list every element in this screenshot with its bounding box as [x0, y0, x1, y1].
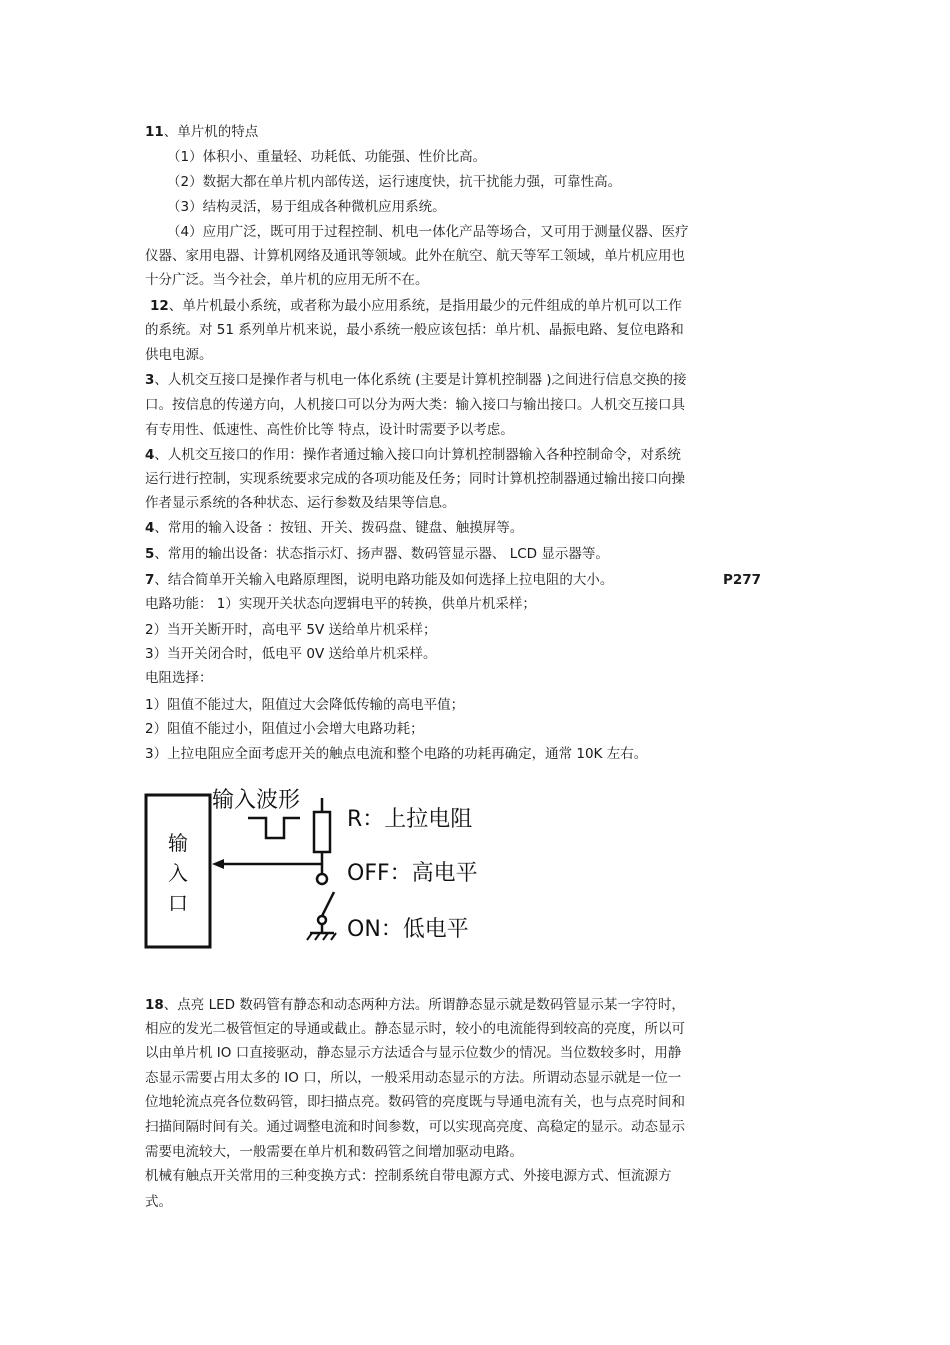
item-number: 11 — [145, 124, 164, 140]
item-number: 7 — [145, 572, 155, 588]
item-number: 12 — [150, 298, 169, 314]
line-text: 、单片机的特点 — [163, 124, 259, 140]
waveform-label: 输入波形 — [212, 788, 301, 813]
text-line — [145, 247, 685, 265]
line-text: 位地轮流点亮各位数码管，即扫描点亮。数码管的亮度既与导通电流有关，也与点亮时间和 — [145, 1094, 685, 1110]
item-number: 5 — [145, 546, 155, 562]
line-text: 需要电流较大，一般需要在单片机和数码管之间增加驱动电路。 — [145, 1144, 523, 1160]
line-text: 相应的发光二极管恒定的导通或截止。静态显示时，较小的电流能得到较高的亮度，所以可 — [145, 1021, 685, 1037]
switch-contact-top — [317, 874, 327, 884]
item-number: 4 — [145, 520, 155, 536]
port-label-char-2: 入 — [168, 861, 188, 885]
line-text: 态显示需要占用太多的 IO 口，所以，一般采用动态显示的方法。所谓动态显示就是一位一 — [145, 1070, 682, 1086]
text-line — [145, 1143, 523, 1161]
switch-input-circuit-figure — [140, 780, 540, 955]
off-state-label: OFF：高电平 — [347, 861, 478, 886]
text-line — [167, 223, 689, 241]
item-number: 4 — [145, 447, 155, 463]
text-line — [145, 720, 424, 738]
text-line — [145, 1167, 672, 1185]
input-waveform — [248, 818, 300, 838]
text-line — [145, 396, 685, 414]
text-line — [145, 595, 536, 613]
circuit-diagram — [140, 780, 540, 955]
line-text: 十分广泛。当今社会，单片机的应用无所不在。 — [145, 272, 429, 288]
line-text: 1）阻值不能过大，阻值过大会降低传输的高电平值； — [145, 697, 465, 713]
line-text: 运行进行控制，实现系统要求完成的各项功能及任务；同时计算机控制器通过输出接口向操 — [145, 471, 685, 487]
line-text: 3）当开关闭合时，低电平 0V 送给单片机采样。 — [145, 646, 437, 662]
text-line — [145, 745, 647, 763]
line-text: 、常用的输入设备 ：按钮、开关、拨码盘、键盘、触摸屏等。 — [154, 520, 524, 536]
item-number: 18 — [145, 997, 164, 1013]
text-line — [145, 446, 681, 464]
line-text: 2）阻值不能过小，阻值过小会增大电路功耗； — [145, 721, 424, 737]
line-text: 扫描间隔时间有关。通过调整电流和时间参数，可以实现高亮度、高稳定的显示。动态显示 — [145, 1119, 685, 1135]
resistor-label: R：上拉电阻 — [347, 807, 473, 832]
line-text: 有专用性、低速性、高性价比等 特点，设计时需要予以考虑。 — [145, 422, 514, 438]
line-text: 机械有触点开关常用的三种变换方式：控制系统自带电源方式、外接电源方式、恒流源方 — [145, 1168, 672, 1184]
on-state-label: ON：低电平 — [347, 917, 469, 942]
text-line — [145, 996, 685, 1014]
line-text: 供电电源。 — [145, 347, 213, 363]
text-line — [145, 696, 464, 714]
text-line — [145, 645, 437, 663]
text-line — [145, 321, 684, 339]
text-line — [145, 1118, 685, 1136]
text-line — [145, 271, 429, 289]
line-text: （2）数据大都在单片机内部传送，运行速度快，抗干扰能力强，可靠性高。 — [167, 174, 622, 190]
line-text: 以由单片机 IO 口直接驱动，静态显示方法适合与显示位数少的情况。当位数较多时，用静 — [145, 1045, 682, 1061]
text-line — [167, 198, 446, 216]
text-line — [145, 494, 456, 512]
line-text: 、结合简单开关输入电路原理图，说明电路功能及如何选择上拉电阻的大小。 — [154, 572, 614, 588]
port-label-char-1: 输 — [168, 831, 188, 855]
page-reference: P277 — [723, 572, 762, 588]
text-line — [145, 421, 514, 439]
text-line — [145, 545, 609, 563]
line-text: 电路功能： 1）实现开关状态向逻辑电平的转换，供单片机采样； — [145, 596, 536, 612]
pull-up-resistor — [314, 812, 330, 852]
port-label-char-3: 口 — [168, 891, 188, 915]
line-text: 、常用的输出设备：状态指示灯、扬声器、数码管显示器、 LCD 显示器等。 — [154, 546, 609, 562]
switch-lever — [322, 892, 334, 916]
text-line — [167, 148, 486, 166]
line-text: （4）应用广泛，既可用于过程控制、机电一体化产品等场合，又可用于测量仪器、医疗 — [167, 224, 689, 240]
line-text: 作者显示系统的各种状态、运行参数及结果等信息。 — [145, 495, 456, 511]
text-line — [145, 1020, 685, 1038]
line-text: 、点亮 LED 数码管有静态和动态两种方法。所谓静态显示就是数码管显示某一字符时， — [163, 997, 685, 1013]
text-line — [145, 1044, 681, 1062]
text-line — [150, 297, 682, 315]
text-line — [145, 123, 258, 141]
line-text: 、人机交互接口的作用：操作者通过输入接口向计算机控制器输入各种控制命令，对系统 — [154, 447, 681, 463]
line-text: 、单片机最小系统，或者称为最小应用系统，是指用最少的元件组成的单片机可以工作 — [168, 298, 682, 314]
text-line — [145, 1093, 685, 1111]
signal-arrow — [212, 859, 224, 869]
line-text: 、人机交互接口是操作者与机电一体化系统 (主要是计算机控制器 )之间进行信息交换的接 — [154, 372, 687, 388]
text-line — [145, 669, 213, 687]
text-line — [145, 470, 685, 488]
item-number: 3 — [145, 372, 155, 388]
line-text: （1）体积小、重量轻、功耗低、功能强、性价比高。 — [167, 149, 487, 165]
line-text: 的系统。对 51 系列单片机来说，最小系统一般应该包括：单片机、晶振电路、复位电路和 — [145, 322, 684, 338]
switch-contact-bottom — [318, 916, 326, 924]
line-text: 3）上拉电阻应全面考虑开关的触点电流和整个电路的功耗再确定，通常 10K 左右。 — [145, 746, 648, 762]
line-text: （3）结构灵活，易于组成各种微机应用系统。 — [167, 199, 446, 215]
line-text: 口。按信息的传递方向，人机接口可以分为两大类：输入接口与输出接口。人机交互接口具 — [145, 397, 685, 413]
line-text: 电阻选择： — [145, 670, 213, 686]
line-text: 2）当开关断开时，高电平 5V 送给单片机采样； — [145, 622, 437, 638]
line-text: 式。 — [145, 1194, 172, 1210]
text-line — [145, 1193, 172, 1211]
text-line — [145, 371, 687, 389]
line-text: 仪器、家用电器、计算机网络及通讯等领域。此外在航空、航天等军工领域，单片机应用也 — [145, 248, 685, 264]
text-line — [145, 571, 613, 589]
text-line — [145, 346, 213, 364]
text-line — [145, 1069, 681, 1087]
text-line — [145, 519, 523, 537]
text-line — [145, 621, 437, 639]
text-line — [167, 173, 621, 191]
